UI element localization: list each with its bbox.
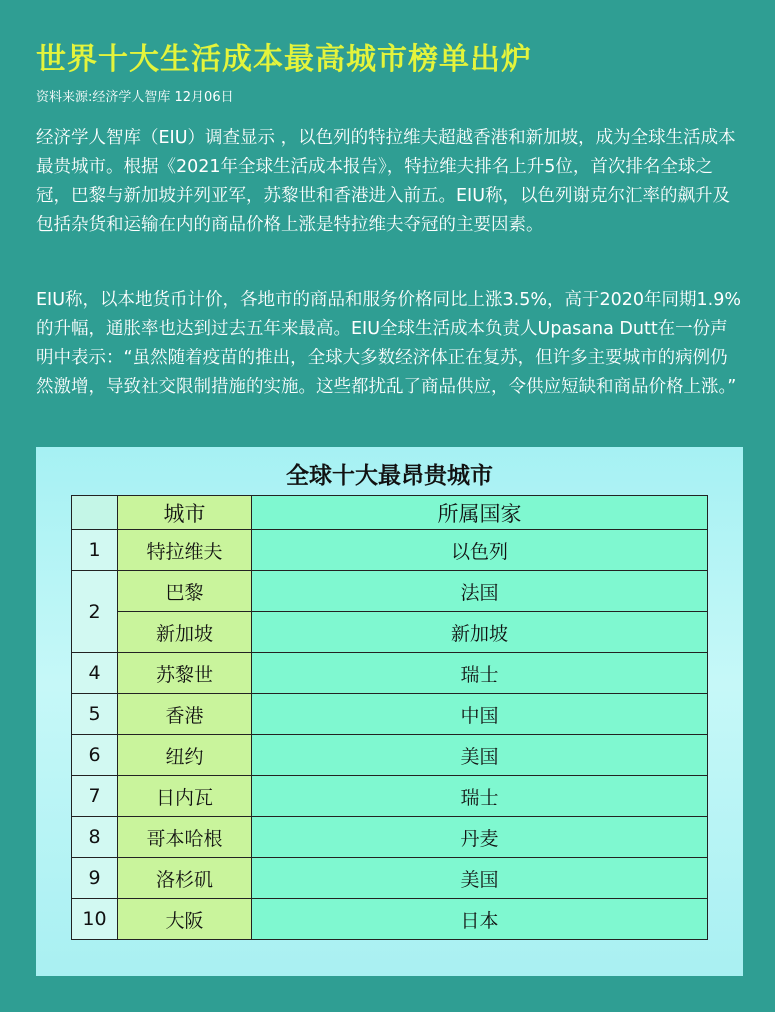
rank-cell: 9 [72,858,118,899]
city-cell: 新加坡 [118,612,252,653]
page-title: 世界十大生活成本最高城市榜单出炉 [36,42,532,77]
header-rank [72,496,118,530]
country-cell: 瑞士 [252,653,708,694]
table-row [72,735,708,776]
country-cell: 美国 [252,858,708,899]
article-paragraph-2: EIU称，以本地货币计价，各地市的商品和服务价格同比上涨3.5%，高于2020年同期1.9%的升幅，通胀率也达到过去五年来最高。EIU全球生活成本负责人Upasana Dutt在一份声明中表示：“虽然随着疫苗的推出，全球大多数经济体正在复苏，但许多主要城市的病例仍然激增，导致社交限制措施的实施。这些都扰乱了商品供应，令供应短缺和商品价格上涨。” [36,290,741,397]
country-cell: 法国 [252,571,708,612]
table-title: 全球十大最昂贵城市 [286,463,493,489]
article-paragraph-1: 经济学人智库（EIU）调查显示 ，以色列的特拉维夫超越香港和新加坡，成为全球生活成本最贵城市。根据《2021年全球生活成本报告》，特拉维夫排名上升5位，首次排名全球之冠，巴黎与新加坡并列亚军，苏黎世和香港进入前五。EIU称，以色列谢克尔汇率的飙升及包括杂货和运输在内的商品价格上涨是特拉维夫夺冠的主要因素。 [36,128,736,235]
country-cell: 日本 [252,899,708,940]
city-cell: 特拉维夫 [118,530,252,571]
source-line: 资料来源:经济学人智库 12月06日 [36,90,234,105]
table-row [72,694,708,735]
city-cell: 洛杉矶 [118,858,252,899]
ranking-card [36,447,743,976]
city-cell: 香港 [118,694,252,735]
city-cell: 巴黎 [118,571,252,612]
table-row [72,571,708,612]
table-row [72,653,708,694]
rank-cell: 7 [72,776,118,817]
table-row [72,776,708,817]
rank-cell: 8 [72,817,118,858]
rank-cell: 10 [72,899,118,940]
country-cell: 丹麦 [252,817,708,858]
city-cell: 日内瓦 [118,776,252,817]
table-row [72,858,708,899]
header-country: 所属国家 [252,496,708,530]
table-row [72,899,708,940]
country-cell: 新加坡 [252,612,708,653]
rank-cell: 6 [72,735,118,776]
country-cell: 中国 [252,694,708,735]
cities-table [71,495,708,940]
country-cell: 美国 [252,735,708,776]
header-city: 城市 [118,496,252,530]
city-cell: 哥本哈根 [118,817,252,858]
table-header-row [72,496,708,530]
rank-cell: 5 [72,694,118,735]
table-row [72,530,708,571]
rank-cell: 4 [72,653,118,694]
city-cell: 苏黎世 [118,653,252,694]
table-row [72,612,708,653]
country-cell: 瑞士 [252,776,708,817]
country-cell: 以色列 [252,530,708,571]
rank-cell: 2 [72,571,118,653]
table-row [72,817,708,858]
city-cell: 纽约 [118,735,252,776]
rank-cell: 1 [72,530,118,571]
city-cell: 大阪 [118,899,252,940]
